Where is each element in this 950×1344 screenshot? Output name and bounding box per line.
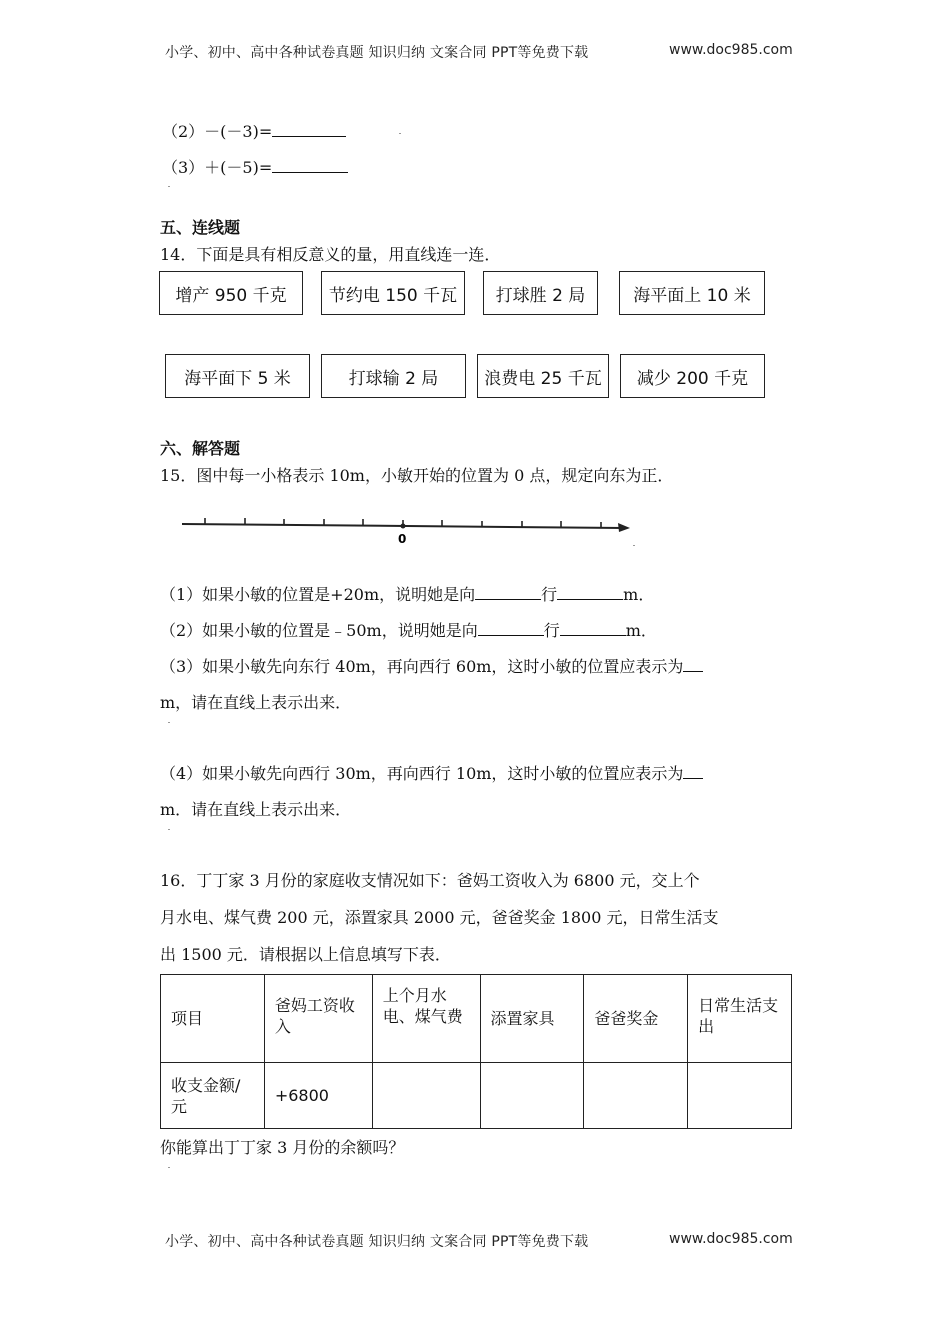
match-box-1a: 增产 950 千克 — [159, 271, 303, 315]
answer-blank — [683, 764, 703, 779]
table-header-cell: 爸妈工资收入 — [264, 975, 372, 1063]
section6-title: 六、解答题 — [160, 439, 241, 458]
income-expense-table — [160, 974, 792, 1129]
q15-part4-cont: m．请在直线上表示出来． — [160, 800, 352, 819]
answer-blank — [557, 585, 623, 600]
header-text: 小学、初中、高中各种试卷真题 知识归纳 文案合同 PPT等免费下载 — [165, 45, 589, 61]
match-box-1b: 节约电 150 千瓦 — [321, 271, 465, 315]
match-box-2b: 打球输 2 局 — [321, 354, 466, 398]
q13-item3: （3）＋(－5)= — [162, 155, 348, 178]
answer-blank — [560, 621, 626, 636]
table-cell — [584, 1063, 688, 1129]
q15-part3-cont: m，请在直线上表示出来． — [160, 693, 352, 712]
q16-line3: 出 1500 元．请根据以上信息填写下表． — [160, 945, 451, 964]
q16-line1: 16．丁丁家 3 月份的家庭收支情况如下：爸妈工资收入为 6800 元，交上个 — [160, 871, 700, 890]
table-header-cell: 爸爸奖金 — [584, 975, 688, 1063]
q15-stem: 15．图中每一小格表示 10m，小敏开始的位置为 0 点，规定向东为正． — [160, 466, 674, 485]
q16-followup: 你能算出丁丁家 3 月份的余额吗？ — [160, 1138, 405, 1157]
q16-line2: 月水电、煤气费 200 元，添置家具 2000 元，爸爸奖金 1800 元，日常生活支 — [160, 908, 719, 927]
match-box-2a: 海平面下 5 米 — [165, 354, 310, 398]
header-url: www.doc985.com — [669, 42, 793, 58]
zero-label: 0 — [398, 532, 407, 546]
q15-part4: （4）如果小敏先向西行 30m，再向西行 10m，这时小敏的位置应表示为 — [160, 761, 703, 784]
match-box-2c: 浪费电 25 千瓦 — [477, 354, 609, 398]
table-cell — [372, 1063, 480, 1129]
number-line-arrow — [618, 523, 630, 532]
q15-part3: （3）如果小敏先向东行 40m，再向西行 60m，这时小敏的位置应表示为 — [160, 654, 703, 677]
answer-blank — [475, 585, 541, 600]
table-header-cell: 日常生活支出 — [688, 975, 792, 1063]
footer-text: 小学、初中、高中各种试卷真题 知识归纳 文案合同 PPT等免费下载 — [165, 1234, 589, 1250]
q13-item2: （2）－(－3)= — [162, 119, 346, 142]
table-header-row — [161, 975, 792, 1063]
origin-point — [401, 524, 406, 529]
table-cell — [480, 1063, 584, 1129]
footer-url: www.doc985.com — [669, 1231, 793, 1247]
match-box-1c: 打球胜 2 局 — [483, 271, 598, 315]
answer-blank — [478, 621, 544, 636]
table-row — [161, 1063, 792, 1129]
number-line — [178, 512, 638, 548]
table-header-cell: 上个月水电、煤气费 — [372, 975, 480, 1063]
q15-part1: （1）如果小敏的位置是+20m，说明她是向 行 m． — [160, 585, 655, 604]
table-cell — [688, 1063, 792, 1129]
section5-title: 五、连线题 — [160, 218, 241, 237]
answer-blank — [683, 657, 703, 672]
answer-blank — [272, 158, 348, 173]
q15-part2: （2）如果小敏的位置是﹣50m，说明她是向 行 m． — [160, 621, 657, 640]
q14-stem: 14．下面是具有相反意义的量，用直线连一连． — [160, 245, 501, 264]
table-header-cell: 添置家具 — [480, 975, 584, 1063]
answer-blank — [272, 122, 346, 137]
table-cell: 收支金额/元 — [161, 1063, 265, 1129]
match-box-2d: 减少 200 千克 — [620, 354, 765, 398]
match-box-1d: 海平面上 10 米 — [619, 271, 765, 315]
table-header-cell: 项目 — [161, 975, 265, 1063]
table-cell: +6800 — [264, 1063, 372, 1129]
